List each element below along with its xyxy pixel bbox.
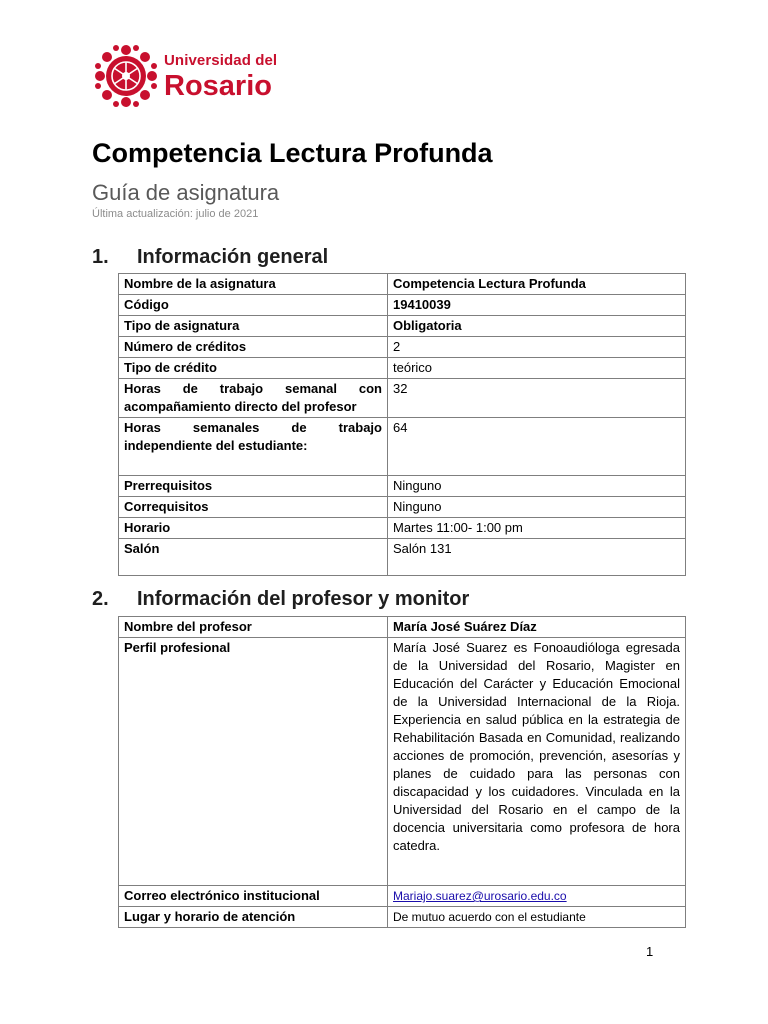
table-row — [119, 617, 686, 638]
table-row — [119, 518, 686, 539]
row-label: Horas de trabajo semanal con acompañamiento directo del profesor — [119, 379, 388, 418]
logo-line-1: Universidad del — [164, 52, 278, 69]
row-value: María José Suárez Díaz — [388, 617, 686, 638]
table-row — [119, 638, 686, 886]
row-label: Perfil profesional — [119, 638, 388, 886]
row-label: Código — [119, 295, 388, 316]
table-row — [119, 539, 686, 576]
table-row — [119, 295, 686, 316]
row-value: 2 — [388, 337, 686, 358]
general-info-table — [118, 273, 686, 576]
row-value: Salón 131 — [388, 539, 686, 576]
row-value: 32 — [388, 379, 686, 418]
section-title: Información del profesor y monitor — [137, 588, 470, 610]
row-label: Número de créditos — [119, 337, 388, 358]
seal-icon — [92, 42, 160, 110]
logo-line-2: Rosario — [164, 70, 272, 102]
row-label: Salón — [119, 539, 388, 576]
table-row — [119, 337, 686, 358]
table-row — [119, 476, 686, 497]
row-label: Horas semanales de trabajo independiente del estudiante: — [119, 418, 388, 476]
row-label: Nombre de la asignatura — [119, 274, 388, 295]
row-label: Tipo de asignatura — [119, 316, 388, 337]
row-label: Correo electrónico institucional — [119, 886, 388, 907]
document-title: Competencia Lectura Profunda — [92, 138, 493, 168]
row-value: De mutuo acuerdo con el estudiante — [388, 907, 686, 928]
email-link[interactable]: Mariajo.suarez@urosario.edu.co — [393, 889, 567, 903]
table-row — [119, 379, 686, 418]
professor-info-table — [118, 616, 686, 928]
row-value: Ninguno — [388, 497, 686, 518]
row-label: Correquisitos — [119, 497, 388, 518]
section-number: 2. — [92, 588, 109, 610]
row-value: 19410039 — [388, 295, 686, 316]
row-label: Tipo de crédito — [119, 358, 388, 379]
table-row — [119, 418, 686, 476]
row-value — [388, 886, 686, 907]
university-logo — [92, 42, 292, 110]
row-value: Competencia Lectura Profunda — [388, 274, 686, 295]
table-row — [119, 907, 686, 928]
section-title: Información general — [137, 246, 329, 268]
section-heading-professor — [92, 588, 469, 611]
row-value: María José Suarez es Fonoaudióloga egresada de la Universidad del Rosario, Magister en Educación del Carácter y Educación Emocional de la Universidad Internacional de la Rioja. Experiencia en salud pública en la estrategia de Rehabilitación Basada en Comunidad, realizando acciones de promoción, prevención, asesorías y planes de cuidado para las personas con discapacidad y los cuidadores. Vinculada en la Universidad del Rosario en el campo de la docencia universitaria como profesora de hora catedra. — [388, 638, 686, 886]
row-value: Martes 11:00- 1:00 pm — [388, 518, 686, 539]
row-label: Nombre del profesor — [119, 617, 388, 638]
row-value: Ninguno — [388, 476, 686, 497]
row-label: Horario — [119, 518, 388, 539]
page-number: 1 — [646, 944, 654, 959]
row-label: Lugar y horario de atención — [119, 907, 388, 928]
last-updated: Última actualización: julio de 2021 — [92, 208, 259, 220]
document-subtitle: Guía de asignatura — [92, 180, 280, 205]
row-value: 64 — [388, 418, 686, 476]
section-heading-general — [92, 246, 328, 269]
row-value: Obligatoria — [388, 316, 686, 337]
table-row — [119, 886, 686, 907]
table-row — [119, 274, 686, 295]
section-number: 1. — [92, 246, 109, 268]
table-row — [119, 497, 686, 518]
table-row — [119, 316, 686, 337]
row-value: teórico — [388, 358, 686, 379]
table-row — [119, 358, 686, 379]
row-label: Prerrequisitos — [119, 476, 388, 497]
